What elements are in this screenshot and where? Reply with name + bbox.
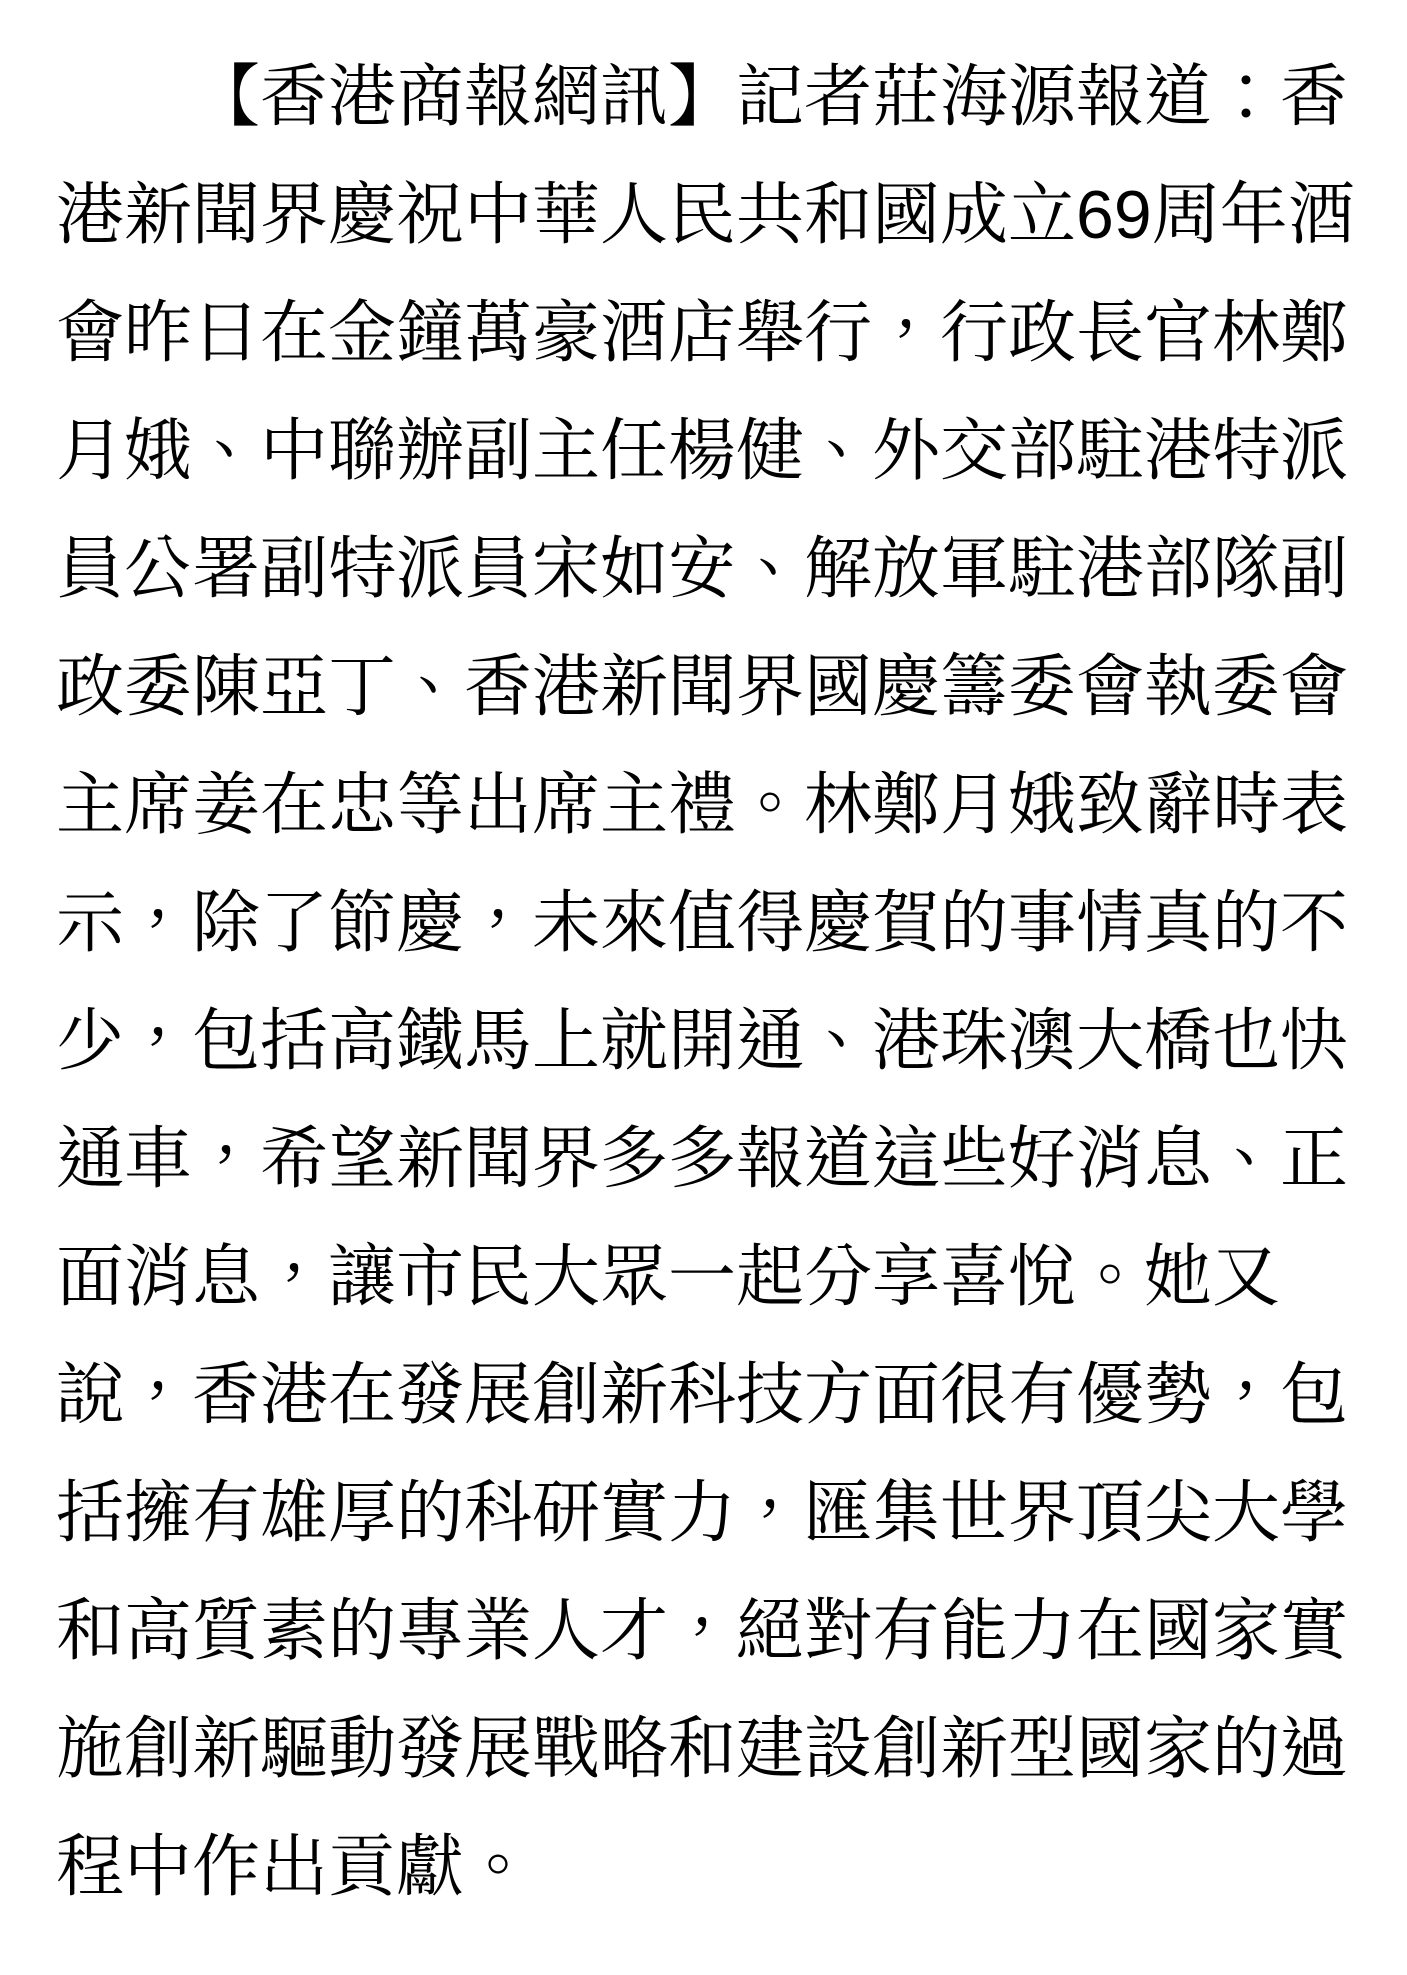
- text-line: 月娥、中聯辦副主任楊健、外交部駐港特派: [56, 413, 1349, 489]
- text-line: 示，除了節慶，未來值得慶賀的事情真的不: [56, 885, 1349, 961]
- text-line: 員公署副特派員宋如安、解放軍駐港部隊副: [56, 531, 1349, 607]
- text-line: 會昨日在金鐘萬豪酒店舉行，行政長官林鄭: [56, 295, 1349, 371]
- text-line: 港新聞界慶祝中華人民共和國成立69周年酒: [56, 177, 1356, 253]
- text-line: 通車，希望新聞界多多報道這些好消息、正: [56, 1121, 1349, 1197]
- text-line: 少，包括高鐵馬上就開通、港珠澳大橋也快: [56, 1003, 1349, 1079]
- text-line: 施創新驅動發展戰略和建設創新型國家的過: [56, 1711, 1349, 1787]
- text-line: 政委陳亞丁、香港新聞界國慶籌委會執委會: [56, 649, 1349, 725]
- text-line: 說，香港在發展創新科技方面很有優勢，包: [56, 1357, 1349, 1433]
- text-line: 括擁有雄厚的科研實力，匯集世界頂尖大學: [56, 1475, 1349, 1551]
- article-paragraph: [56, 38, 1356, 1926]
- text-line: 程中作出貢獻。: [56, 1829, 533, 1905]
- text-line: 面消息，讓市民大眾一起分享喜悅。她又: [56, 1239, 1281, 1315]
- text-line: 【香港商報網訊】記者莊海源報道：香: [192, 59, 1349, 135]
- text-line: 和高質素的專業人才，絕對有能力在國家實: [56, 1593, 1349, 1669]
- text-line: 主席姜在忠等出席主禮。林鄭月娥致辭時表: [56, 767, 1349, 843]
